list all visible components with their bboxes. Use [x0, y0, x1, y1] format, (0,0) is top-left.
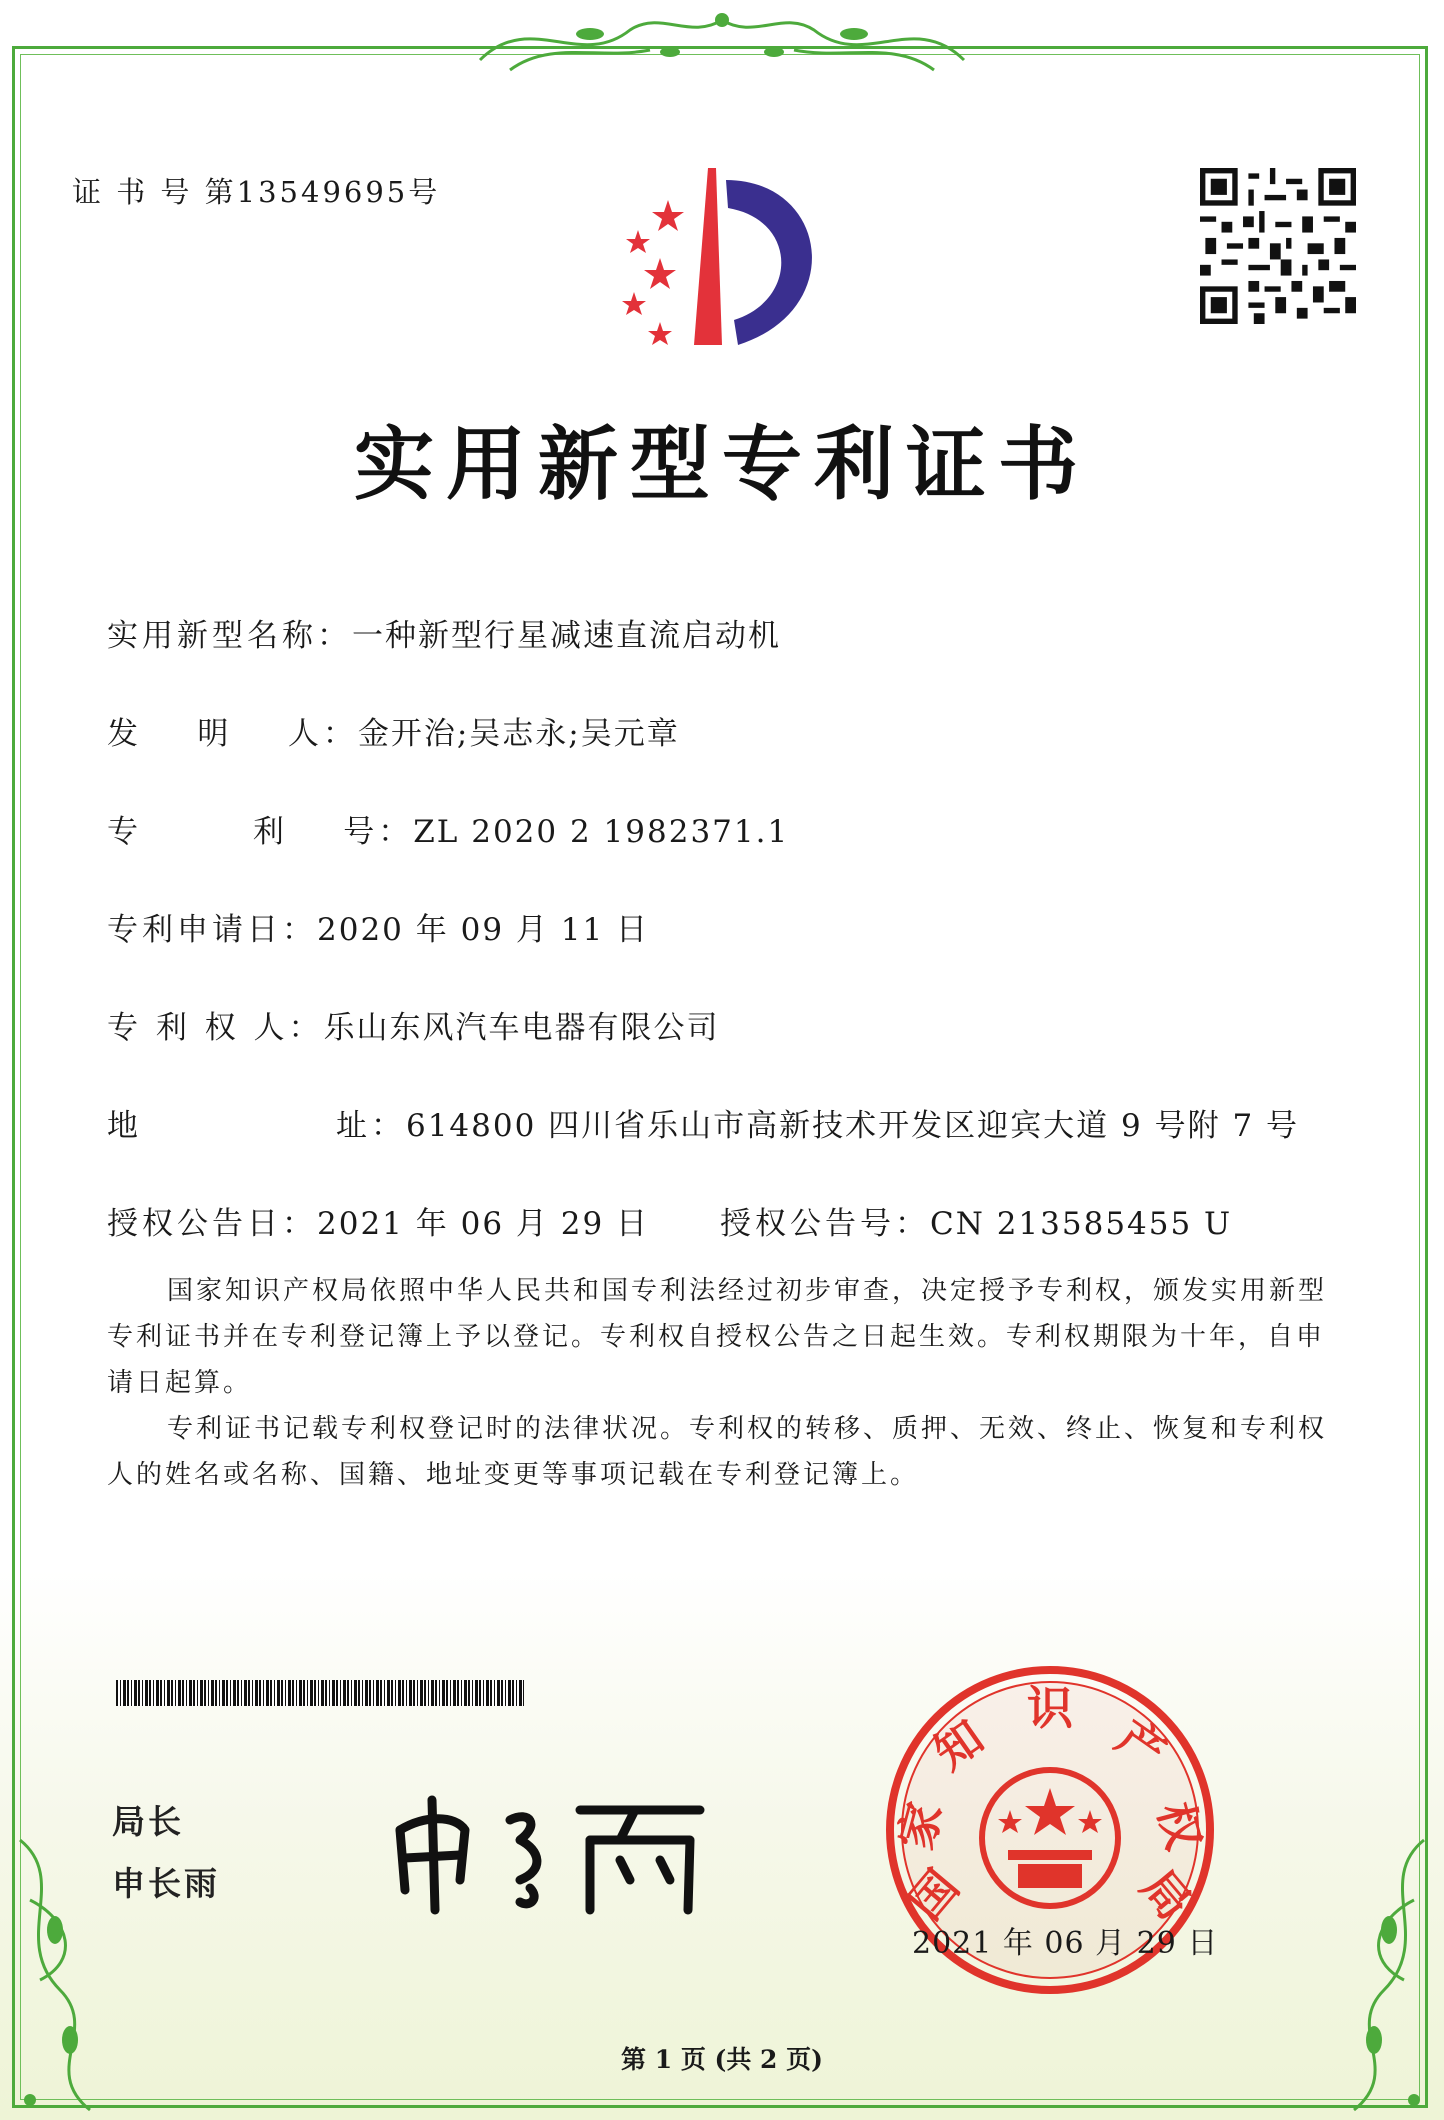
- svg-text:知: 知: [924, 1709, 994, 1781]
- qr-code-icon: [1200, 168, 1356, 324]
- field-application-date: [107, 904, 649, 949]
- field-value: 2021 年 06 月 29 日: [317, 1206, 650, 1242]
- field-value: 乐山东风汽车电器有限公司: [323, 1010, 720, 1046]
- director-name: 申长雨: [112, 1864, 220, 1903]
- field-label: 授权公告日：: [107, 1206, 317, 1242]
- svg-text:国: 国: [898, 1859, 970, 1930]
- field-label: 专 利 权 人：: [107, 1010, 324, 1046]
- field-label: 地 址：: [107, 1108, 406, 1144]
- field-value: 金开治;吴志永;吴元章: [357, 716, 680, 752]
- page-number: 第 1 页 (共 2 页): [621, 2045, 823, 2074]
- handwritten-signature-icon: [380, 1770, 720, 1920]
- field-value: CN 213585455 U: [930, 1206, 1233, 1242]
- field-value: 614800 四川省乐山市高新技术开发区迎宾大道 9 号附 7 号: [405, 1108, 1300, 1144]
- field-grant-date: [107, 1198, 649, 1243]
- legal-status-paragraph: 专利证书记载专利权登记时的法律状况。专利权的转移、质押、无效、终止、恢复和专利权人的姓名或名称、国籍、地址变更等事项记载在专利登记簿上。: [107, 1414, 1328, 1490]
- certificate-title: 实用新型专利证书: [354, 418, 1090, 511]
- seal-date: 2021 年 06 月 29 日: [912, 1926, 1219, 1961]
- svg-text:局: 局: [1130, 1859, 1202, 1930]
- field-utility-model-name: [107, 610, 781, 655]
- field-label: 专利申请日：: [107, 912, 317, 948]
- svg-text:产: 产: [1106, 1709, 1176, 1781]
- patent-office-logo-icon: [598, 160, 838, 350]
- field-label: 授权公告号：: [720, 1206, 930, 1242]
- director-title: 局长: [112, 1802, 184, 1841]
- field-value: ZL 2020 2 1982371.1: [413, 814, 790, 850]
- svg-text:识: 识: [1027, 1681, 1073, 1735]
- top-ornament-icon: [470, 0, 974, 80]
- field-patentee: [107, 1002, 720, 1047]
- declaration-paragraph: 国家知识产权局依照中华人民共和国专利法经过初步审查，决定授予专利权，颁发实用新型专利证书并在专利登记簿上予以登记。专利权自授权公告之日起生效。专利权期限为十年，自申请日起算。: [107, 1276, 1328, 1398]
- field-patent-number: [107, 806, 789, 851]
- field-label: 实用新型名称：: [107, 618, 352, 654]
- certificate-number: 证 书 号 第13549695号: [72, 175, 441, 209]
- svg-text:家: 家: [888, 1796, 953, 1856]
- field-grant-number: [720, 1198, 1232, 1243]
- field-value: 2020 年 09 月 11 日: [317, 912, 650, 948]
- svg-text:权: 权: [1147, 1796, 1212, 1856]
- field-label: 专 利 号：: [107, 814, 414, 850]
- field-value: 一种新型行星减速直流启动机: [352, 618, 781, 654]
- field-address: [107, 1100, 1299, 1145]
- field-label: 发 明 人：: [107, 716, 358, 752]
- barcode-icon: [116, 1680, 524, 1706]
- field-inventors: [107, 708, 680, 753]
